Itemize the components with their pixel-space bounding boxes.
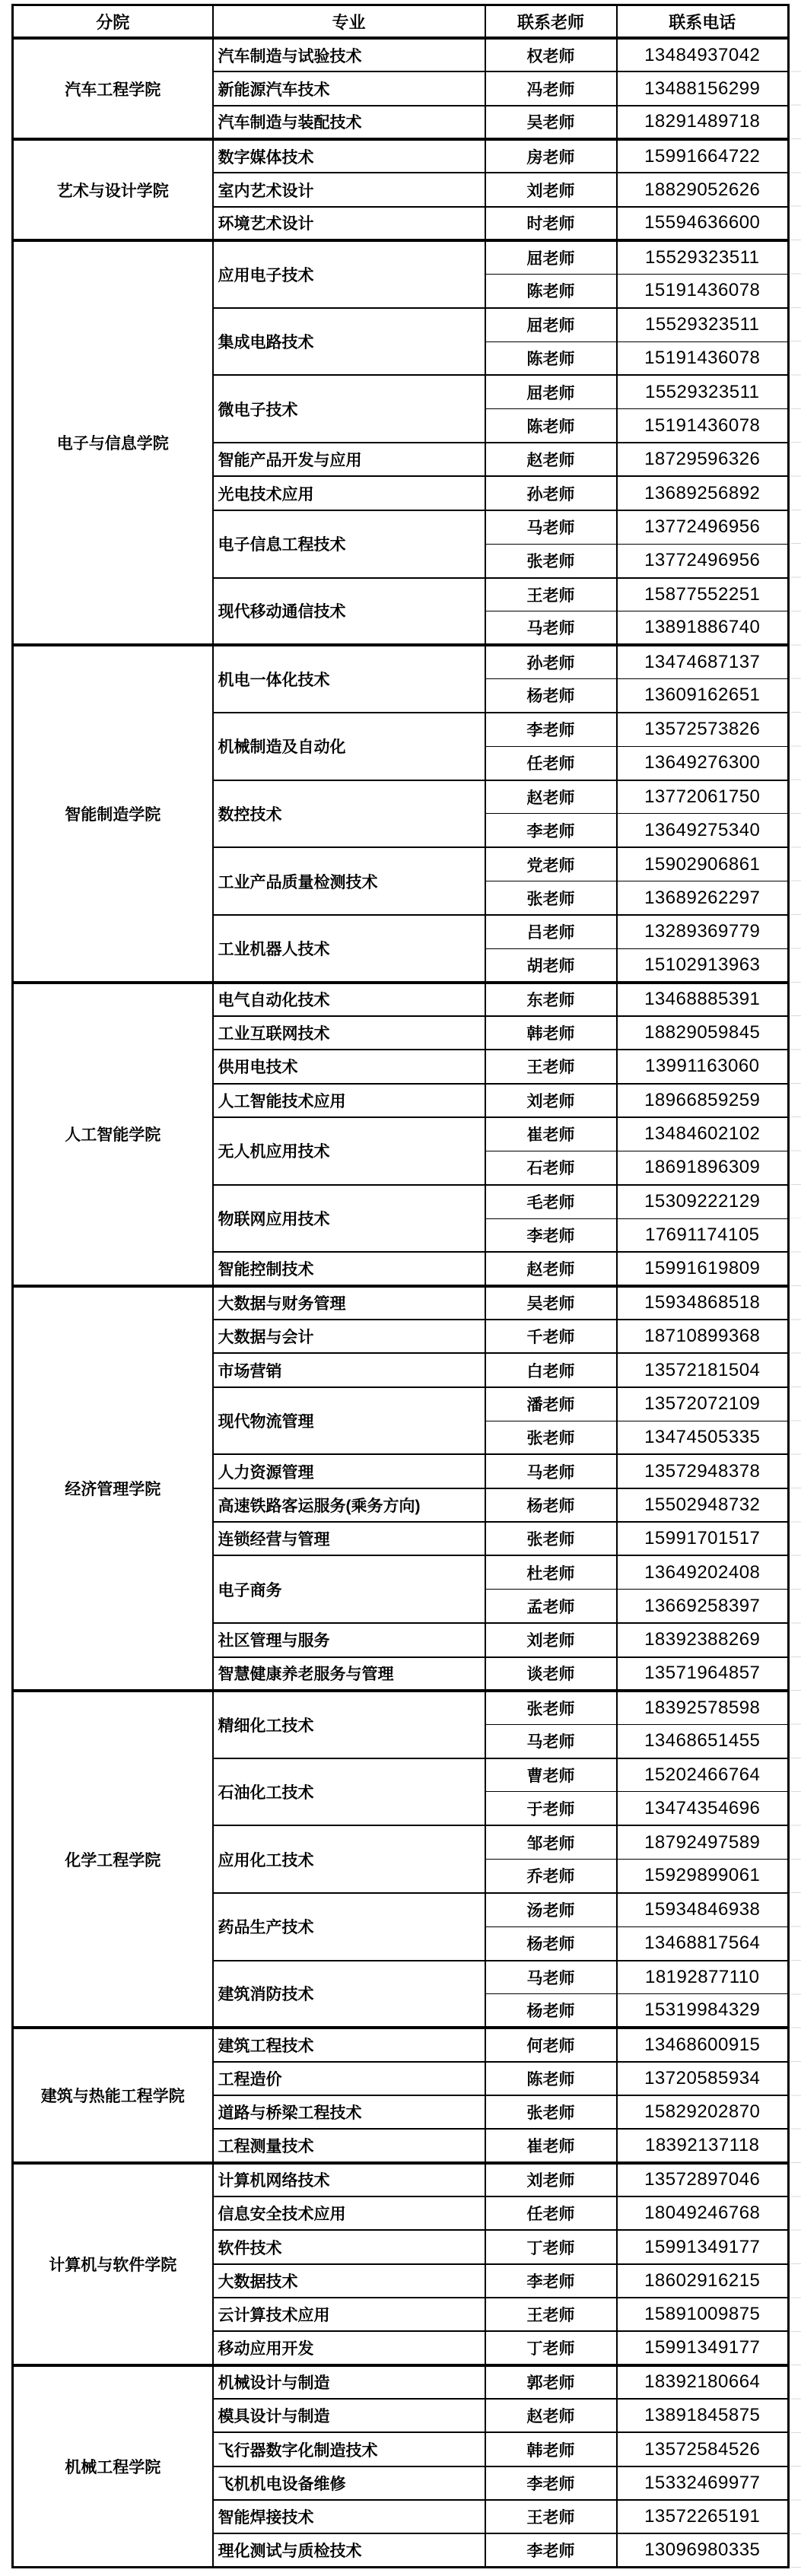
phone-cell: 18049246768 (617, 2196, 789, 2230)
teacher-cell: 房老师 (485, 139, 617, 173)
phone-cell: 15191436078 (617, 409, 789, 443)
teacher-cell: 张老师 (485, 1691, 617, 1724)
phone-cell: 18392180664 (617, 2365, 789, 2399)
phone-cell: 18602916215 (617, 2264, 789, 2298)
phone-cell: 18192877110 (617, 1961, 789, 1994)
phone-cell: 18291489718 (617, 106, 789, 139)
major-cell: 建筑消防技术 (213, 1961, 485, 2028)
major-cell: 精细化工技术 (213, 1691, 485, 1758)
major-cell: 微电子技术 (213, 375, 485, 443)
teacher-cell: 张老师 (485, 544, 617, 577)
teacher-cell: 李老师 (485, 2533, 617, 2567)
phone-cell: 13484602102 (617, 1117, 789, 1151)
major-cell: 市场营销 (213, 1353, 485, 1386)
major-cell: 工业互联网技术 (213, 1016, 485, 1050)
table-row (13, 983, 789, 1016)
phone-cell: 13689262297 (617, 881, 789, 915)
spreadsheet-gridlines (791, 38, 801, 2571)
teacher-cell: 毛老师 (485, 1185, 617, 1218)
teacher-cell: 谈老师 (485, 1657, 617, 1691)
phone-cell: 15319984329 (617, 1994, 789, 2028)
phone-cell: 13772496956 (617, 544, 789, 577)
teacher-cell: 赵老师 (485, 2399, 617, 2432)
college-cell: 智能制造学院 (13, 645, 213, 982)
phone-cell: 17691174105 (617, 1218, 789, 1252)
major-cell: 现代物流管理 (213, 1387, 485, 1455)
phone-cell: 13772496956 (617, 510, 789, 544)
table-row (13, 1691, 789, 1724)
major-cell: 飞机机电设备维修 (213, 2466, 485, 2500)
phone-cell: 15191436078 (617, 341, 789, 375)
header-major: 专业 (213, 5, 485, 39)
major-cell: 机电一体化技术 (213, 645, 485, 713)
teacher-cell: 马老师 (485, 1961, 617, 1994)
major-cell: 石油化工技术 (213, 1758, 485, 1826)
phone-cell: 13572948378 (617, 1454, 789, 1488)
major-cell: 集成电路技术 (213, 308, 485, 376)
major-cell: 电气自动化技术 (213, 983, 485, 1016)
major-cell: 物联网应用技术 (213, 1185, 485, 1253)
teacher-cell: 马老师 (485, 611, 617, 645)
phone-cell: 13772061750 (617, 780, 789, 814)
major-cell: 电子商务 (213, 1555, 485, 1623)
phone-cell: 13468817564 (617, 1926, 789, 1960)
teacher-cell: 胡老师 (485, 948, 617, 982)
phone-cell: 15829202870 (617, 2095, 789, 2129)
phone-cell: 15594636600 (617, 207, 789, 240)
major-cell: 汽车制造与试验技术 (213, 38, 485, 71)
major-cell: 信息安全技术应用 (213, 2196, 485, 2230)
teacher-cell: 吴老师 (485, 1286, 617, 1320)
teacher-cell: 马老师 (485, 1454, 617, 1488)
phone-cell: 18691896309 (617, 1151, 789, 1184)
college-cell: 电子与信息学院 (13, 240, 213, 645)
major-cell: 飞行器数字化制造技术 (213, 2432, 485, 2466)
major-cell: 人力资源管理 (213, 1454, 485, 1488)
teacher-cell: 张老师 (485, 2095, 617, 2129)
major-cell: 大数据与会计 (213, 1320, 485, 1353)
phone-cell: 15529323511 (617, 375, 789, 408)
college-cell: 汽车工程学院 (13, 38, 213, 139)
table-body (13, 38, 789, 2568)
phone-cell: 18829059845 (617, 1016, 789, 1050)
table-row (13, 645, 789, 678)
teacher-cell: 权老师 (485, 38, 617, 71)
teacher-cell: 汤老师 (485, 1893, 617, 1926)
teacher-cell: 陈老师 (485, 274, 617, 307)
phone-cell: 15991349177 (617, 2230, 789, 2263)
teacher-cell: 韩老师 (485, 1016, 617, 1050)
phone-cell: 13474687137 (617, 645, 789, 678)
header-teacher: 联系老师 (485, 5, 617, 39)
teacher-cell: 张老师 (485, 881, 617, 915)
phone-cell: 13572072109 (617, 1387, 789, 1421)
teacher-cell: 陈老师 (485, 2062, 617, 2095)
major-cell: 大数据与财务管理 (213, 1286, 485, 1320)
college-cell: 机械工程学院 (13, 2365, 213, 2568)
major-cell: 社区管理与服务 (213, 1623, 485, 1656)
phone-cell: 18392578598 (617, 1691, 789, 1724)
major-cell: 机械设计与制造 (213, 2365, 485, 2399)
teacher-cell: 陈老师 (485, 409, 617, 443)
major-cell: 汽车制造与装配技术 (213, 106, 485, 139)
phone-cell: 13669258397 (617, 1590, 789, 1623)
teacher-cell: 马老师 (485, 1724, 617, 1758)
teacher-cell: 王老师 (485, 2298, 617, 2331)
phone-cell: 13488156299 (617, 71, 789, 105)
phone-cell: 15934846938 (617, 1893, 789, 1926)
teacher-cell: 孙老师 (485, 476, 617, 510)
teacher-cell: 任老师 (485, 2196, 617, 2230)
college-cell: 计算机与软件学院 (13, 2163, 213, 2365)
major-cell: 机械制造及自动化 (213, 713, 485, 780)
phone-cell: 15991349177 (617, 2331, 789, 2365)
phone-cell: 18710899368 (617, 1320, 789, 1353)
phone-cell: 15902906861 (617, 847, 789, 881)
teacher-cell: 王老师 (485, 578, 617, 611)
header-phone: 联系电话 (617, 5, 789, 39)
major-cell: 工业机器人技术 (213, 915, 485, 983)
teacher-cell: 王老师 (485, 1050, 617, 1083)
phone-cell: 13649275340 (617, 814, 789, 847)
phone-cell: 15891009875 (617, 2298, 789, 2331)
teacher-cell: 吴老师 (485, 106, 617, 139)
major-cell: 云计算技术应用 (213, 2298, 485, 2331)
phone-cell: 15202466764 (617, 1758, 789, 1792)
teacher-cell: 刘老师 (485, 2163, 617, 2196)
phone-cell: 13468600915 (617, 2028, 789, 2061)
major-cell: 连锁经营与管理 (213, 1522, 485, 1555)
table-row (13, 240, 789, 274)
teacher-cell: 郭老师 (485, 2365, 617, 2399)
teacher-cell: 任老师 (485, 746, 617, 780)
teacher-cell: 李老师 (485, 814, 617, 847)
phone-cell: 15309222129 (617, 1185, 789, 1218)
major-cell: 应用电子技术 (213, 240, 485, 308)
college-cell: 经济管理学院 (13, 1286, 213, 1691)
teacher-cell: 杨老师 (485, 679, 617, 713)
college-cell: 建筑与热能工程学院 (13, 2028, 213, 2162)
phone-cell: 15529323511 (617, 240, 789, 274)
teacher-cell: 崔老师 (485, 2129, 617, 2162)
major-cell: 道路与桥梁工程技术 (213, 2095, 485, 2129)
major-cell: 智能产品开发与应用 (213, 443, 485, 476)
major-cell: 计算机网络技术 (213, 2163, 485, 2196)
major-cell: 工程测量技术 (213, 2129, 485, 2162)
teacher-cell: 崔老师 (485, 1117, 617, 1151)
phone-cell: 15877552251 (617, 578, 789, 611)
major-cell: 光电技术应用 (213, 476, 485, 510)
phone-cell: 15529323511 (617, 308, 789, 341)
phone-cell: 15934868518 (617, 1286, 789, 1320)
teacher-cell: 屈老师 (485, 240, 617, 274)
major-cell: 建筑工程技术 (213, 2028, 485, 2061)
major-cell: 电子信息工程技术 (213, 510, 485, 578)
major-cell: 人工智能技术应用 (213, 1084, 485, 1117)
major-cell: 现代移动通信技术 (213, 578, 485, 646)
teacher-cell: 李老师 (485, 713, 617, 746)
phone-cell: 13468885391 (617, 983, 789, 1016)
teacher-cell: 丁老师 (485, 2230, 617, 2263)
phone-cell: 18792497589 (617, 1825, 789, 1859)
phone-cell: 18729596326 (617, 443, 789, 476)
table-row (13, 38, 789, 71)
phone-cell: 13572584526 (617, 2432, 789, 2466)
phone-cell: 15991619809 (617, 1252, 789, 1285)
major-cell: 药品生产技术 (213, 1893, 485, 1961)
phone-cell: 13474354696 (617, 1792, 789, 1825)
major-cell: 工业产品质量检测技术 (213, 847, 485, 915)
teacher-cell: 赵老师 (485, 1252, 617, 1285)
phone-cell: 15191436078 (617, 274, 789, 307)
header-row (13, 5, 789, 39)
major-cell: 理化测试与质检技术 (213, 2533, 485, 2567)
major-cell: 大数据技术 (213, 2264, 485, 2298)
teacher-cell: 赵老师 (485, 780, 617, 814)
teacher-cell: 潘老师 (485, 1387, 617, 1421)
phone-cell: 13572897046 (617, 2163, 789, 2196)
teacher-cell: 时老师 (485, 207, 617, 240)
teacher-cell: 屈老师 (485, 375, 617, 408)
major-cell: 智慧健康养老服务与管理 (213, 1657, 485, 1691)
teacher-cell: 白老师 (485, 1353, 617, 1386)
teacher-cell: 于老师 (485, 1792, 617, 1825)
phone-cell: 13572573826 (617, 713, 789, 746)
phone-cell: 13572181504 (617, 1353, 789, 1386)
teacher-cell: 孙老师 (485, 645, 617, 678)
teacher-cell: 李老师 (485, 2466, 617, 2500)
phone-cell: 18829052626 (617, 173, 789, 206)
major-cell: 无人机应用技术 (213, 1117, 485, 1185)
table-row (13, 1286, 789, 1320)
phone-cell: 13289369779 (617, 915, 789, 948)
phone-cell: 13891845875 (617, 2399, 789, 2432)
teacher-cell: 王老师 (485, 2500, 617, 2533)
table-row (13, 2028, 789, 2061)
teacher-cell: 刘老师 (485, 173, 617, 206)
teacher-cell: 马老师 (485, 510, 617, 544)
major-cell: 应用化工技术 (213, 1825, 485, 1893)
phone-cell: 15991664722 (617, 139, 789, 173)
teacher-cell: 刘老师 (485, 1623, 617, 1656)
teacher-cell: 陈老师 (485, 341, 617, 375)
major-cell: 新能源汽车技术 (213, 71, 485, 105)
teacher-cell: 刘老师 (485, 1084, 617, 1117)
major-cell: 智能控制技术 (213, 1252, 485, 1285)
phone-cell: 15991701517 (617, 1522, 789, 1555)
teacher-cell: 屈老师 (485, 308, 617, 341)
teacher-cell: 吕老师 (485, 915, 617, 948)
college-cell: 艺术与设计学院 (13, 139, 213, 240)
phone-cell: 13474505335 (617, 1421, 789, 1454)
teacher-cell: 千老师 (485, 1320, 617, 1353)
phone-cell: 18392388269 (617, 1623, 789, 1656)
phone-cell: 13468651455 (617, 1724, 789, 1758)
major-cell: 工程造价 (213, 2062, 485, 2095)
phone-cell: 18966859259 (617, 1084, 789, 1117)
teacher-cell: 东老师 (485, 983, 617, 1016)
phone-cell: 13720585934 (617, 2062, 789, 2095)
header-college: 分院 (13, 5, 213, 39)
phone-cell: 15102913963 (617, 948, 789, 982)
table-header (13, 5, 789, 39)
phone-cell: 13609162651 (617, 679, 789, 713)
major-cell: 高速铁路客运服务(乘务方向) (213, 1488, 485, 1522)
contact-table (11, 4, 790, 2568)
phone-cell: 13571964857 (617, 1657, 789, 1691)
teacher-cell: 曹老师 (485, 1758, 617, 1792)
phone-cell: 13484937042 (617, 38, 789, 71)
phone-cell: 15502948732 (617, 1488, 789, 1522)
teacher-cell: 孟老师 (485, 1590, 617, 1623)
phone-cell: 13649276300 (617, 746, 789, 780)
phone-cell: 13572265191 (617, 2500, 789, 2533)
college-cell: 人工智能学院 (13, 983, 213, 1286)
table-row (13, 2365, 789, 2399)
teacher-cell: 赵老师 (485, 443, 617, 476)
college-cell: 化学工程学院 (13, 1691, 213, 2028)
major-cell: 供用电技术 (213, 1050, 485, 1083)
teacher-cell: 李老师 (485, 1218, 617, 1252)
teacher-cell: 石老师 (485, 1151, 617, 1184)
table-row (13, 139, 789, 173)
phone-cell: 18392137118 (617, 2129, 789, 2162)
major-cell: 移动应用开发 (213, 2331, 485, 2365)
teacher-cell: 冯老师 (485, 71, 617, 105)
major-cell: 环境艺术设计 (213, 207, 485, 240)
major-cell: 智能焊接技术 (213, 2500, 485, 2533)
teacher-cell: 韩老师 (485, 2432, 617, 2466)
teacher-cell: 邹老师 (485, 1825, 617, 1859)
phone-cell: 13891886740 (617, 611, 789, 645)
table-row (13, 2163, 789, 2196)
teacher-cell: 杨老师 (485, 1926, 617, 1960)
phone-cell: 15332469977 (617, 2466, 789, 2500)
phone-cell: 13991163060 (617, 1050, 789, 1083)
phone-cell: 13096980335 (617, 2533, 789, 2567)
teacher-cell: 乔老师 (485, 1860, 617, 1893)
teacher-cell: 何老师 (485, 2028, 617, 2061)
teacher-cell: 张老师 (485, 1421, 617, 1454)
teacher-cell: 杜老师 (485, 1555, 617, 1589)
major-cell: 数控技术 (213, 780, 485, 848)
teacher-cell: 丁老师 (485, 2331, 617, 2365)
major-cell: 模具设计与制造 (213, 2399, 485, 2432)
teacher-cell: 杨老师 (485, 1488, 617, 1522)
phone-cell: 13689256892 (617, 476, 789, 510)
teacher-cell: 李老师 (485, 2264, 617, 2298)
major-cell: 数字媒体技术 (213, 139, 485, 173)
phone-cell: 13649202408 (617, 1555, 789, 1589)
teacher-cell: 杨老师 (485, 1994, 617, 2028)
teacher-cell: 党老师 (485, 847, 617, 881)
major-cell: 软件技术 (213, 2230, 485, 2263)
teacher-cell: 张老师 (485, 1522, 617, 1555)
phone-cell: 15929899061 (617, 1860, 789, 1893)
major-cell: 室内艺术设计 (213, 173, 485, 206)
